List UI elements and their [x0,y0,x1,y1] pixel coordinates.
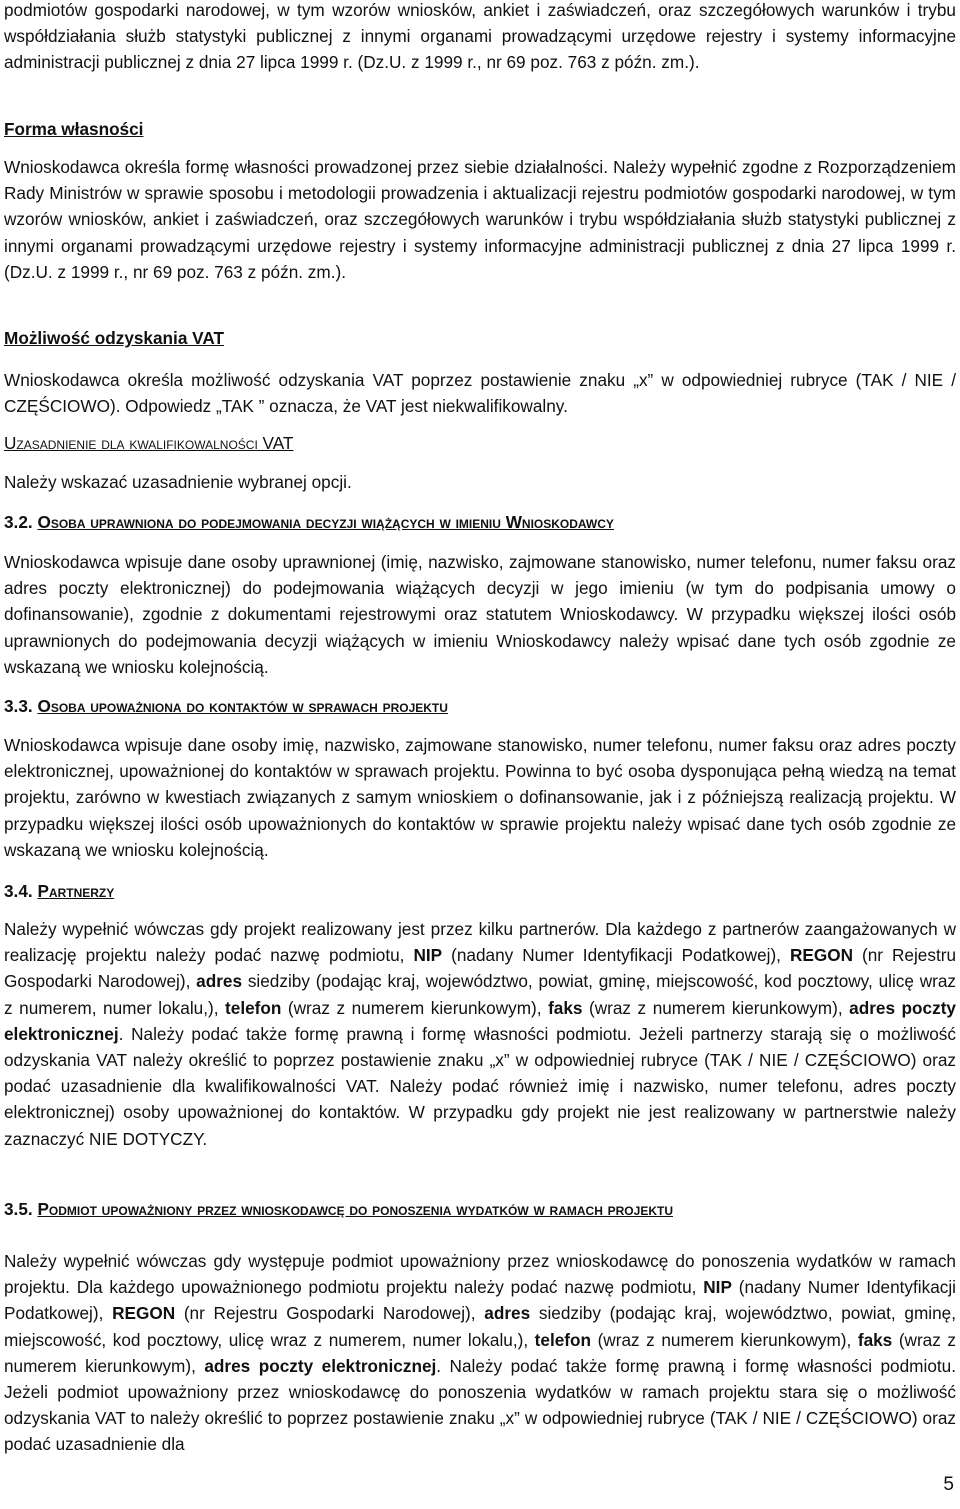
bold-adres: adres [484,1303,531,1324]
text-run: (nadany Numer Identyfikacji Podatkowej), [442,945,790,966]
heading-3-2 [4,510,614,534]
text-run: (wraz z numerem kierunkowym), [582,997,850,1018]
paragraph-3-2: Wnioskodawca wpisuje dane osoby uprawnionej (imię, nazwisko, zajmowane stanowisko, numer telefonu, numer faksu oraz adres poczty elektronicznej) do podejmowania wiążących decyzji w jego imieniu (w tym do podpisania umowy o dofinansowanie), zgodnie z dokumentami rejestrowymi oraz statutem Wnioskodawcy. W przypadku większej ilości osób uprawnionych do podejmowania decyzji wiążących w imieniu Wnioskodawcy należy wpisać dane tych osób zgodnie ze wskazaną we wniosku kolejnością. [4,552,956,677]
paragraph-mozliwosc-vat: Wnioskodawca określa możliwość odzyskania VAT poprzez postawienie znaku „x” w odpowiedniej rubryce (TAK / NIE / CZĘŚCIOWO). Odpowiedz „TAK ” oznacza, że VAT jest niekwalifikowalny. [4,370,956,417]
bold-telefon: telefon [534,1329,592,1350]
bold-regon: REGON [112,1303,176,1324]
bold-adres-poczty: adres poczty elektronicznej [4,997,956,1044]
heading-3-2-title: Osoba uprawniona do podejmowania decyzji wiążących w imieniu Wnioskodawcy [37,512,614,532]
bold-nip: NIP [413,945,443,966]
paragraph-intro-continuation: podmiotów gospodarki narodowej, w tym wzorów wniosków, ankiet i zaświadczeń, oraz szczegółowych warunków i trybu współdziałania służb statystyki publicznej z innymi organami prowadzącymi urzędowe rejestry i systemy informacyjne administracji publicznej z dnia 27 lipca 1999 r. (Dz.U. z 1999 r., nr 69 poz. 763 z późn. zm.). [4,0,956,73]
bold-nip: NIP [703,1277,732,1298]
text-run: . Należy podać także formę prawną i formę własności podmiotu. Jeżeli partnerzy starają się o możliwość odzyskania VAT należy określić to poprzez postawienie znaku „x” w odpowiedniej rubryce (TAK / NIE / CZĘŚCIOWO) oraz podać uzasadnienie dla kwalifikowalności VAT. Należy podać również imię i nazwisko, numer telefonu, adres poczty elektronicznej) osoby upoważnionej do kontaktów. W przypadku gdy projekt nie jest realizowany w partnerstwie należy zaznaczyć NIE DOTYCZY. [4,1023,956,1149]
text-run: (wraz z numerem kierunkowym), [281,997,549,1018]
paragraph-uzasadnienie: Należy wskazać uzasadnienie wybranej opcji. [4,472,352,492]
heading-3-3-number: 3.3. [4,696,33,716]
text-run: Należy wypełnić wówczas gdy występuje podmiot upoważniony przez wnioskodawcę do ponoszenia wydatków w ramach projektu. Dla każdego upoważnionego podmiotu projektu należy podać nazwę podmiotu, [4,1251,956,1298]
heading-3-3 [4,694,448,718]
heading-forma-wlasnosci: Forma własności [4,119,144,139]
heading-3-5-title: Podmiot upoważniony przez wnioskodawcę do ponoszenia wydatków w ramach projektu [37,1199,673,1219]
bold-adres: adres [196,971,243,992]
page-number: 5 [943,1474,954,1495]
text-run: (nr Rejestru Gospodarki Narodowej), [4,945,957,992]
text-run: (nadany Numer Identyfikacji Podatkowej), [4,1277,956,1324]
text-run: . Należy podać także formę prawną i formę własności podmiotu. Jeżeli podmiot upoważniony przez wnioskodawcę do ponoszenia wydatków w ramach projektu stara się o możliwość odzyskania VAT to należy określić to poprzez postawienie znaku „x” w odpowiedniej rubryce (TAK / NIE / CZĘŚCIOWO) oraz podać uzasadnienie dla [4,1355,956,1455]
heading-3-4-title: Partnerzy [37,881,115,901]
heading-3-3-title: Osoba upoważniona do kontaktów w sprawach projektu [37,696,448,716]
bold-faks: faks [857,1329,893,1350]
bold-telefon: telefon [225,997,282,1018]
bold-regon: REGON [789,945,853,966]
bold-adres-poczty: adres poczty elektronicznej [204,1355,437,1376]
text-run: (wraz z numerem kierunkowym), [591,1329,858,1350]
paragraph-forma-wlasnosci: Wnioskodawca określa formę własności prowadzonej przez siebie działalności. Należy wypełnić zgodne z Rozporządzeniem Rady Ministrów w sprawie sposobu i metodologii prowadzenia i aktualizacji rejestru podmiotów gospodarki narodowej, w tym wzorów wniosków, ankiet i zaświadczeń, oraz szczegółowych warunków i trybu współdziałania służb statystyki publicznej z innymi organami prowadzącymi urzędowe rejestry i systemy informacyjne administracji publicznej z dnia 27 lipca 1999 r. (Dz.U. z 1999 r., nr 69 poz. 763 z późn. zm.). [4,157,956,282]
text-run: Należy wypełnić wówczas gdy projekt realizowany jest przez kilku partnerów. Dla każdego z partnerów zaangażowanych w realizację projektu należy podać nazwę podmiotu, [4,919,956,966]
text-run: (wraz z numerem kierunkowym), [4,1329,956,1376]
heading-mozliwosc-vat: Możliwość odzyskania VAT [4,328,224,348]
heading-3-4-number: 3.4. [4,881,33,901]
text-run: (nr Rejestru Gospodarki Narodowej), [175,1303,485,1324]
bold-faks: faks [548,997,583,1018]
heading-3-5-number: 3.5. [4,1199,33,1219]
heading-3-5 [4,1197,673,1221]
paragraph-3-5 [4,1248,956,1458]
text-run: siedziby (podając kraj, województwo, powiat, gminę, miejscowość, kod pocztowy, ulicę wraz z numerem, numer lokalu,), [4,1303,956,1350]
paragraph-3-4 [4,916,956,1152]
heading-uzasadnienie-vat: Uzasadnienie dla kwalifikowalności VAT [4,433,294,453]
heading-3-2-number: 3.2. [4,512,33,532]
heading-3-4 [4,879,114,903]
text-run: siedziby (podając kraj, województwo, powiat, gminę, miejscowość, kod pocztowy, ulicę wraz z numerem, numer lokalu,), [4,971,957,1018]
paragraph-3-3: Wnioskodawca wpisuje dane osoby imię, nazwisko, zajmowane stanowisko, numer telefonu, numer faksu oraz adres poczty elektronicznej, upoważnionej do kontaktów w sprawach projektu. Powinna to być osoba dysponująca pełną wiedzą na temat projektu, zarówno w kwestiach związanych z samym wnioskiem o dofinansowanie, jak i z późniejszą realizacją projektu. W przypadku większej ilości osób upoważnionych do kontaktów w sprawie projektu należy wpisać dane tych osób zgodnie ze wskazaną we wniosku kolejnością. [4,735,956,860]
